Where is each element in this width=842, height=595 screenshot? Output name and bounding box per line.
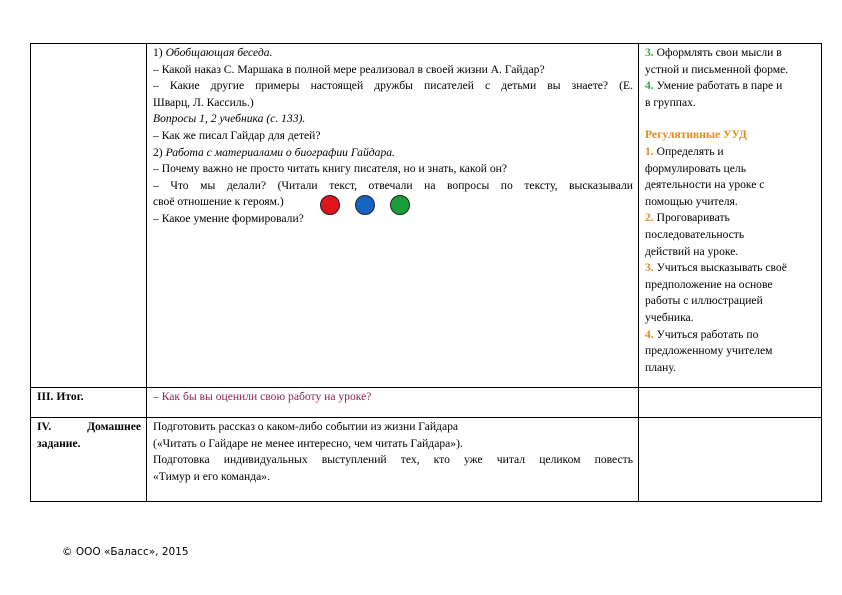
regulative-uud-item-line [645,277,816,294]
lesson-line-text: – Какие другие примеры настоящей дружбы писателей с детьми вы знаете? (Е. [153,79,633,93]
lesson-line-text: Работа с материалами о биографии Гайдара. [165,145,395,159]
communicative-uud-item-text: Умение работать в паре и [656,79,783,93]
regulative-uud-item-line [645,310,816,327]
homework-activity-cell [147,418,639,502]
stage-label-homework [37,419,141,436]
regulative-uud-item-number: 3. [645,261,657,275]
lesson-line-text: Шварц, Л. Кассиль.) [153,95,254,109]
red-dot [320,195,340,215]
lesson-line-text: своё отношение к героям.) [153,195,284,209]
regulative-uud-title: Регулятивные УУД [645,128,747,142]
lesson-line [153,211,633,228]
color-dots [320,195,425,221]
regulative-uud-item-text: последовательность [645,227,745,241]
regulative-uud-item-line [645,327,816,344]
regulative-uud-item-number: 2. [645,211,657,225]
regulative-uud-item-text: Проговаривать [656,211,730,225]
itog-uud-cell [639,388,822,418]
regulative-uud-item-text: действий на уроке. [645,244,739,258]
lesson-item-number: 2) [153,145,166,159]
homework-line: Подготовить рассказ о каком-либо событии из жизни Гайдара [153,420,459,433]
homework-uud-cell [639,418,822,502]
stage-label-itog: III. Итог. [37,390,84,403]
stage-label-homework-num: IV. [37,420,52,433]
table-row-itog [31,388,822,418]
lesson-line-text: Обобщающая беседа. [165,46,273,59]
copyright-footer: © ООО «Баласс», 2015 [62,546,189,558]
lesson-line-text: – Что мы делали? (Читали текст, отвечали на вопросы по тексту, высказывали [153,178,633,192]
lesson-line [153,78,633,95]
regulative-uud-item-text: Учиться высказывать своё [656,261,787,275]
stage-label-homework-word: Домашнее [87,420,141,433]
lesson-line [153,128,633,145]
table-row-homework [31,418,822,502]
regulative-uud-item-line [645,177,816,194]
communicative-uud-item-line [645,45,816,62]
uud-cell [639,44,822,388]
communicative-uud-item-text: в группах. [645,95,696,109]
stage-cell-homework [31,418,147,502]
communicative-uud-item-number: 4. [645,79,657,93]
communicative-uud-item-line [645,62,816,79]
regulative-uud-item-text: предположение на основе [645,277,773,291]
lesson-line-text: – Почему важно не просто читать книгу писателя, но и знать, какой он? [153,162,508,176]
lesson-activity-cell [147,44,639,388]
regulative-uud-item-line [645,194,816,211]
regulative-uud-item-text: Определять и [656,144,724,158]
lesson-line-text: – Какой наказ С. Маршака в полной мере реализовал в своей жизни А. Гайдар? [153,62,545,76]
regulative-uud-item-line [645,360,816,377]
table-row-generalization [31,44,822,388]
lesson-line [153,45,633,62]
communicative-uud-item-text: Оформлять свои мысли в [656,46,782,59]
regulative-uud-item-line [645,144,816,161]
lesson-line-text: – Какое умение формировали? [153,211,304,225]
regulative-uud-item-text: формулировать цель [645,161,746,175]
itog-activity-cell [147,388,639,418]
regulative-uud-item-line [645,343,816,360]
regulative-uud-item-text: учебника. [645,310,694,324]
lesson-line [153,95,633,112]
homework-line: Подготовка индивидуальных выступлений тех, кто уже читал целиком повесть [153,453,633,467]
regulative-uud-item-text: работы с иллюстрацией [645,294,763,308]
communicative-uud-item-line [645,95,816,112]
regulative-uud-item-line [645,293,816,310]
lesson-line-text: – Как же писал Гайдар для детей? [153,128,321,142]
regulative-uud-item-line [645,161,816,178]
stage-cell-itog [31,388,147,418]
regulative-uud-item-line [645,260,816,277]
regulative-uud-item-text: помощью учителя. [645,194,738,208]
communicative-uud-item-line [645,78,816,95]
lesson-line [153,145,633,162]
regulative-uud-item-line [645,244,816,261]
communicative-uud-item-text: устной и письменной форме. [645,62,789,76]
regulative-uud-item-text: предложенному учителем [645,344,773,358]
homework-line: «Тимур и его команда». [153,469,271,483]
stage-cell-empty [31,44,147,388]
green-dot [390,195,410,215]
regulative-uud-item-text: Учиться работать по [656,327,759,341]
blue-dot [355,195,375,215]
regulative-uud-item-line [645,227,816,244]
regulative-uud-item-number: 4. [645,327,657,341]
lesson-item-number: 1) [153,46,166,59]
regulative-uud-item-line [645,210,816,227]
communicative-uud-item-number: 3. [645,46,657,59]
regulative-uud-item-text: деятельности на уроке с [645,178,765,192]
lesson-line-text: Вопросы 1, 2 учебника (с. 133). [153,112,306,126]
regulative-uud-item-number: 1. [645,144,657,158]
uud-spacer [645,111,816,127]
regulative-uud-item-text: плану. [645,360,676,374]
homework-line: («Читать о Гайдаре не менее интересно, чем читать Гайдара»). [153,436,463,450]
lesson-line [153,111,633,128]
stage-label-homework-word2: задание. [37,436,81,450]
lesson-line [153,178,633,195]
lesson-plan-table [30,43,822,502]
lesson-line [153,161,633,178]
itog-question: – Как бы вы оценили свою работу на уроке? [153,390,372,403]
lesson-line [153,62,633,79]
